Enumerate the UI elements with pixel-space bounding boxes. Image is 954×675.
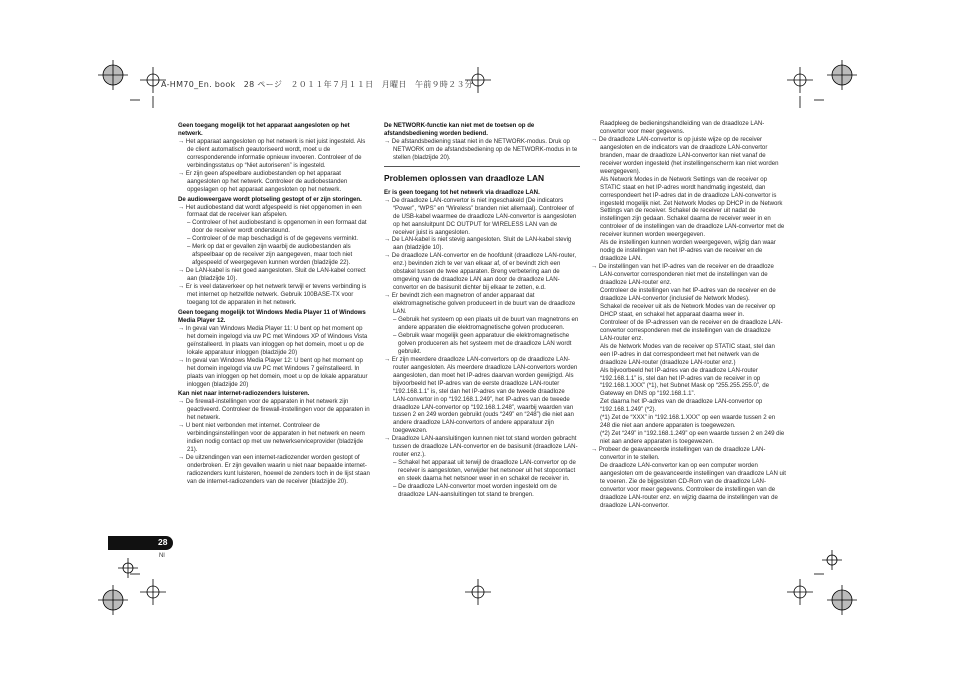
solution-item: → De uitzendingen van een internet-radiozender worden gestopt of onderbroken. Er zijn gevallen waarin u niet naar bepaalde internet-radiozenders kunt luisteren, hoewel de zenders toch in de lijst staan van de internet-radiozenders van de receiver (bladzijde 20).: [178, 454, 370, 485]
solution-item: → De afstandsbediening staat niet in de NETWORK-modus. Druk op NETWORK om de afstandsbediening op de NETWORK-modus in te stellen (bladzijde 20).: [384, 137, 578, 161]
solution-item: → Er zijn geen afspeelbare audiobestanden op het apparaat aangesloten op het netwerk. Controleer de audiobestanden opgeslagen op het apparaat aangesloten op het netwerk.: [178, 169, 348, 193]
solution-item: → In geval van Windows Media Player 12: U bent op het moment op het domein ingelogd via uw PC met Windows 7 geïnstalleerd. In plaats van inloggen op het domein, moet u op de lokale apparatuur inloggen (bladzijde 20): [178, 356, 368, 388]
solution-item: → Het apparaat aangesloten op het netwerk is niet juist ingesteld. Als de client automatisch geautoriseerd wordt, moet u de corresponderende informatie opnieuw invoeren. Controleer of de verbindingsstatus op “Niet autoriseren” is ingesteld.: [178, 137, 366, 169]
solution-item: → Het audiobestand dat wordt afgespeeld is niet opgenomen in een formaat dat de receiver kan afspelen.: [178, 203, 362, 219]
text-paragraph: – Gebruik het systeem op een plaats uit de buurt van magnetrons en andere apparaten die elektromagnetische golven produceren.: [393, 316, 579, 331]
text-paragraph: – Controleer of het audiobestand is opgenomen in een formaat dat door de receiver wordt ondersteund.: [187, 219, 367, 235]
print-header: A-HM70_En. book 28 ページ ２０１１年７月１１日 月曜日 午前９時２３分: [161, 80, 474, 89]
problem-heading: Geen toegang mogelijk tot het apparaat aangesloten op het netwerk.: [178, 122, 350, 137]
section-divider: [384, 166, 580, 167]
solution-item: → De draadloze LAN-convertor is op juiste wijze op de receiver aangesloten en de indicators van de draadloze LAN-convertor branden, maar de draadloze LAN-convertor kan niet vanaf de receiver worden ingesteld (het instellingenscherm kan niet worden weergegeven).: [591, 135, 779, 175]
solution-item: → Probeer de geavanceerde instellingen van de draadloze LAN-convertor in te stellen.: [591, 446, 766, 462]
text-paragraph: – De draadloze LAN-convertor moet worden ingesteld om de draadloze LAN-aansluitingen tot stand te brengen.: [393, 483, 557, 498]
solution-item: → Er bevindt zich een magnetron of ander apparaat dat elektromagnetische golven produceert in de buurt van de draadloze LAN.: [384, 292, 576, 316]
solution-item: → De LAN-kabel is niet goed aangesloten. Sluit de LAN-kabel correct aan (bladzijde 10).: [178, 267, 366, 283]
text-paragraph: (*2) Zet “249” in “192.168.1.249” op een waarde tussen 2 en 249 die niet aan andere apparaten is toegewezen.: [600, 430, 785, 446]
solution-item: → In geval van Windows Media Player 11: U bent op het moment op het domein ingelogd via uw PC met Windows XP of Windows Vista geïnstalleerd. In plaats van inloggen op het domein, moet u op de lokale apparatuur inloggen (bladzijde 20): [178, 324, 368, 356]
text-paragraph: Controleer de instellingen van het IP-adres van de receiver en de draadloze LAN-convertor (inclusief de Network Modes).: [600, 287, 776, 302]
solution-item: → De draadloze LAN-convertor is niet ingeschakeld (De indicators “Power”, “WPS” en “Wireless” branden niet allemaal). Controleer of de USB-kabel waarmee de draadloze LAN-convertor is aangesloten op het aansluitpunt DC OUTPUT for WIRELESS LAN van de receiver juist is aangesloten.: [384, 196, 577, 236]
solution-item: → De instellingen van het IP-adres van de receiver en de draadloze LAN-convertor corresponderen niet met de instellingen van de draadloze LAN-router enz.: [591, 263, 774, 287]
text-paragraph: Raadpleeg de bedieningshandleiding van de draadloze LAN-convertor voor meer gegevens.: [600, 120, 765, 135]
text-paragraph: Als de instellingen kunnen worden weergegeven, wijzig dan waar nodig de instellingen van het IP-adres van de receiver en de draadloze LAN.: [600, 239, 776, 263]
column-left: [178, 120, 372, 486]
page-number: 28: [158, 537, 168, 547]
problem-heading: Er is geen toegang tot het netwerk via draadloze LAN.: [384, 188, 540, 196]
solution-item: → Draadloze LAN-aansluitingen kunnen niet tot stand worden gebracht tussen de draadloze LAN-convertor en de basisunit (draadloze LAN-router enz.).: [384, 435, 578, 459]
problem-heading: Kan niet naar internet-radiozenders luisteren.: [178, 390, 310, 398]
text-paragraph: (*1) Zet de “XXX” in “192.168.1.XXX” op een waarde tussen 2 en 248 die niet aan andere apparaten is toegewezen.: [600, 414, 776, 430]
problem-heading: Geen toegang mogelijk tot Windows Media Player 11 of Windows Media Player 12.: [178, 308, 366, 324]
problem-heading: De audioweergave wordt plotseling gestopt of er zijn storingen.: [178, 195, 362, 203]
text-paragraph: Zet daarna het IP-adres van de draadloze LAN-convertor op “192.168.1.249” (*2).: [600, 398, 763, 414]
solution-item: → De draadloze LAN-convertor en de hoofdunit (draadloze LAN-router, enz.) bevinden zich te ver van elkaar af, of er bevindt zich een obstakel tussen de twee apparaten. Breng verbetering aan de omgeving van de draadloze LAN aan door de draadloze LAN-convertor en de basisunit dichter bij elkaar te zetten, e.d.: [384, 252, 577, 292]
text-paragraph: Controleer of de IP-adressen van de receiver en de draadloze LAN-convertor corresponderen met de instellingen van de draadloze LAN-router enz.: [600, 318, 783, 342]
text-paragraph: – Merk op dat er gevallen zijn waarbij de audiobestanden als afspeelbaar op de receiver zijn aangegeven, maar toch niet afgespeeld of weergegeven kunnen worden (bladzijde 22).: [187, 243, 353, 267]
solution-item: → Er is veel dataverkeer op het netwerk terwijl er tevens verbinding is met internet op hetzelfde netwerk. Gebruik 100BASE-TX voor toegang tot de apparaten in het netwerk.: [178, 283, 367, 306]
text-paragraph: – Schakel het apparaat uit terwijl de draadloze LAN-convertor op de receiver is aangesloten, verwijder het netsnoer uit het stopcontact en steek daarna het netsnoer weer in en schakel de receiver in.: [393, 459, 576, 483]
text-paragraph: Als bijvoorbeeld het IP-adres van de draadloze LAN-router “192.168.1.1” is, stel dan het IP-adres van de receiver in op “192.168.1.XXX” (*1), het Subnet Mask op “255.255.255.0”, de Gateway en DNS op “192.168.1.1”.: [600, 366, 770, 398]
text-paragraph: Als de Network Modes van de receiver op STATIC staat, stel dan een IP-adres in dat correspondeert met het netwerk van de draadloze LAN-router (draadloze LAN-router enz.): [600, 342, 775, 366]
solution-item: → Er zijn meerdere draadloze LAN-convertors op de draadloze LAN-router aangesloten. Als meerdere draadloze LAN-convertors worden aangesloten, dan moet het IP-adres daarvan worden gewijzigd. Als bijvoorbeeld het IP-adres van de eerste draadloze LAN-router “192.168.1.1” is, stel dan het IP-adres van de tweede draadloze LAN-convertor in op “192.168.1.249”, het IP-adres van de tweede draadloze LAN-convertor op “192.168.1.248”, waarbij waarden van tussen 2 en 249 worden gebruikt (ouds “249” en “248”) die niet aan andere draadloze LAN-convertors of andere apparatuur zijn toegewezen.: [384, 355, 578, 435]
solution-item: → U bent niet verbonden met internet. Controleer de verbindingsinstellingen voor de apparaten in het netwerk en neem indien nodig contact op met uw netwerkserviceprovider (bladzijde 21).: [178, 422, 365, 454]
text-paragraph: – Gebruik waar mogelijk geen apparatuur die elektromagnetische golven produceren als het systeem met de draadloze LAN wordt gebruikt.: [393, 331, 572, 355]
problem-heading: De NETWORK-functie kan niet met de toetsen op de afstandsbediening worden bediend.: [384, 122, 535, 137]
column-right: [591, 120, 786, 510]
section-title: Problemen oplossen van draadloze LAN: [384, 172, 545, 183]
solution-item: → De firewall-instellingen voor de apparaten in het netwerk zijn geactiveerd. Controleer de firewall-instellingen voor de apparaten in het netwerk.: [178, 398, 370, 422]
text-paragraph: De draadloze LAN-convertor kan op een computer worden aangesloten om de geavanceerde instellingen van draadloze LAN uit te voeren. Zie de bijgesloten CD-Rom van de draadloze LAN-convertor voor meer gegevens. Controleer de instellingen van de draadloze LAN-router enz. en wijzig daarna de instellingen van de draadloze LAN-convertor.: [600, 461, 786, 509]
text-paragraph: – Controleer of de map beschadigd is of de gegevens verminkt.: [187, 235, 359, 243]
solution-item: → De LAN-kabel is niet stevig aangesloten. Sluit de LAN-kabel stevig aan (bladzijde 10).: [384, 236, 572, 252]
text-paragraph: Schakel de receiver uit als de Network Modes van de receiver op DHCP staat, en schakel het apparaat daarna weer in.: [600, 302, 776, 318]
language-code: Nl: [159, 553, 165, 559]
text-paragraph: Als Network Modes in de Network Settings van de receiver op STATIC staat en het IP-adres wordt handmatig ingesteld, dan correspondeert het IP-adres dat in de draadloze LAN-convertor is ingesteld mogelijk niet. Zet Network Modes op DHCP in de Network Settings van de receiver. Schakel de receiver uit nadat de instellingen zijn gedaan. Schakel daarna de receiver weer in en controleer of de instellingen van de draadloze LAN-convertor met de receiver kunnen worden weergegeven.: [600, 175, 785, 239]
column-middle: [384, 120, 580, 499]
